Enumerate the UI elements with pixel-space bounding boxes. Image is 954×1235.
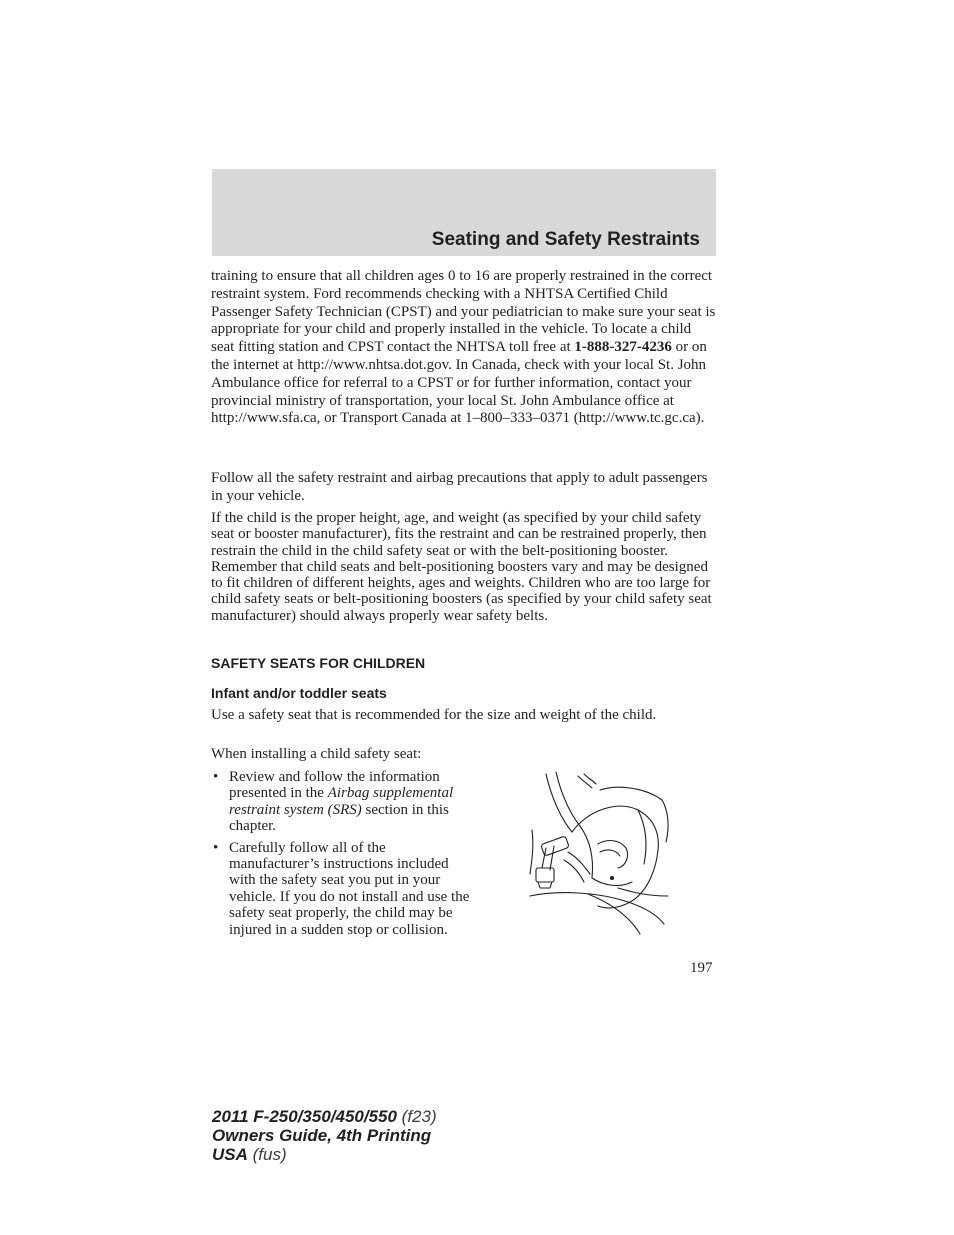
paragraph-installing <box>211 746 717 770</box>
section-reference: Airbag supplemental restraint system (SRS) <box>229 785 454 818</box>
list-item: • Carefully follow all of the manufacturer’s instructions included with the safety seat you put in your vehicle. If you do not install and use the safety seat properly, the child may be injured in a sudden stop or collision. <box>213 839 470 938</box>
paragraph-text: Use a safety seat that is recommended for the size and weight of the child. <box>211 707 657 723</box>
section-header-band <box>212 169 716 256</box>
page-number: 197 <box>690 960 713 976</box>
footer-line: Owners Guide, 4th Printing <box>212 1126 432 1145</box>
paragraph-adult-precautions <box>211 470 717 512</box>
section-title: Seating and Safety Restraints <box>431 229 700 250</box>
section-heading: SAFETY SEATS FOR CHILDREN <box>211 655 426 671</box>
paragraph-text: If the child is the proper height, age, and weight (as specified by your child safety seat or booster manufacturer), fits the restraint and can be restrained properly, then restrain the child in the child safety seat or with the belt-positioning booster. Remember that child seats and belt-positioning boosters vary and may be designed to fit children of different heights, ages and weights. Children who are too large for child safety seats or belt-positioning boosters (as specified by your child safety seat manufacturer) should always properly wear safety belts. <box>211 510 712 624</box>
footer-line: USA (fus) <box>212 1145 287 1164</box>
phone-number: 1-888-327-4236 <box>574 339 672 356</box>
paragraph-text: or on the internet at http://www.nhtsa.dot.gov. In Canada, check with your local St. John Ambulance office for referral to a CPST or for further information, contact your provincial ministry of transportation, your local St. John Ambulance office at http://www.sfa.ca, or Transport Canada at 1–800–333–0371 (http://www.tc.gc.ca). <box>211 339 707 427</box>
paragraph-recommended-seat <box>211 707 717 730</box>
document-footer <box>212 1107 437 1164</box>
paragraph-cpst-info <box>211 268 717 434</box>
subheading: Infant and/or toddler seats <box>211 685 387 701</box>
installation-bullet-list <box>211 769 476 943</box>
paragraph-text: training to ensure that all children ages 0 to 16 are properly restrained in the correct restraint system. Ford recommends checking with a NHTSA Certified Child Passenger Safety Technician (CPST) and your pediatrician to make sure your seat is appropriate for your child and properly installed in the vehicle. To locate a child seat fitting station and CPST contact the NHTSA toll free at <box>211 268 716 356</box>
paragraph-proper-restraint <box>211 510 717 630</box>
bullet-icon: • <box>213 769 219 785</box>
paragraph-text: When installing a child safety seat: <box>211 746 422 762</box>
seat-belt-buckle-illustration <box>528 770 670 937</box>
footer-line: 2011 F-250/350/450/550 (f23) <box>212 1107 437 1126</box>
list-item: • Review and follow the information presented in the Airbag supplemental restraint system (SRS) section in this chapter. <box>213 769 454 835</box>
bullet-icon: • <box>213 839 219 856</box>
paragraph-text: Follow all the safety restraint and airbag precautions that apply to adult passengers in your vehicle. <box>211 470 708 504</box>
